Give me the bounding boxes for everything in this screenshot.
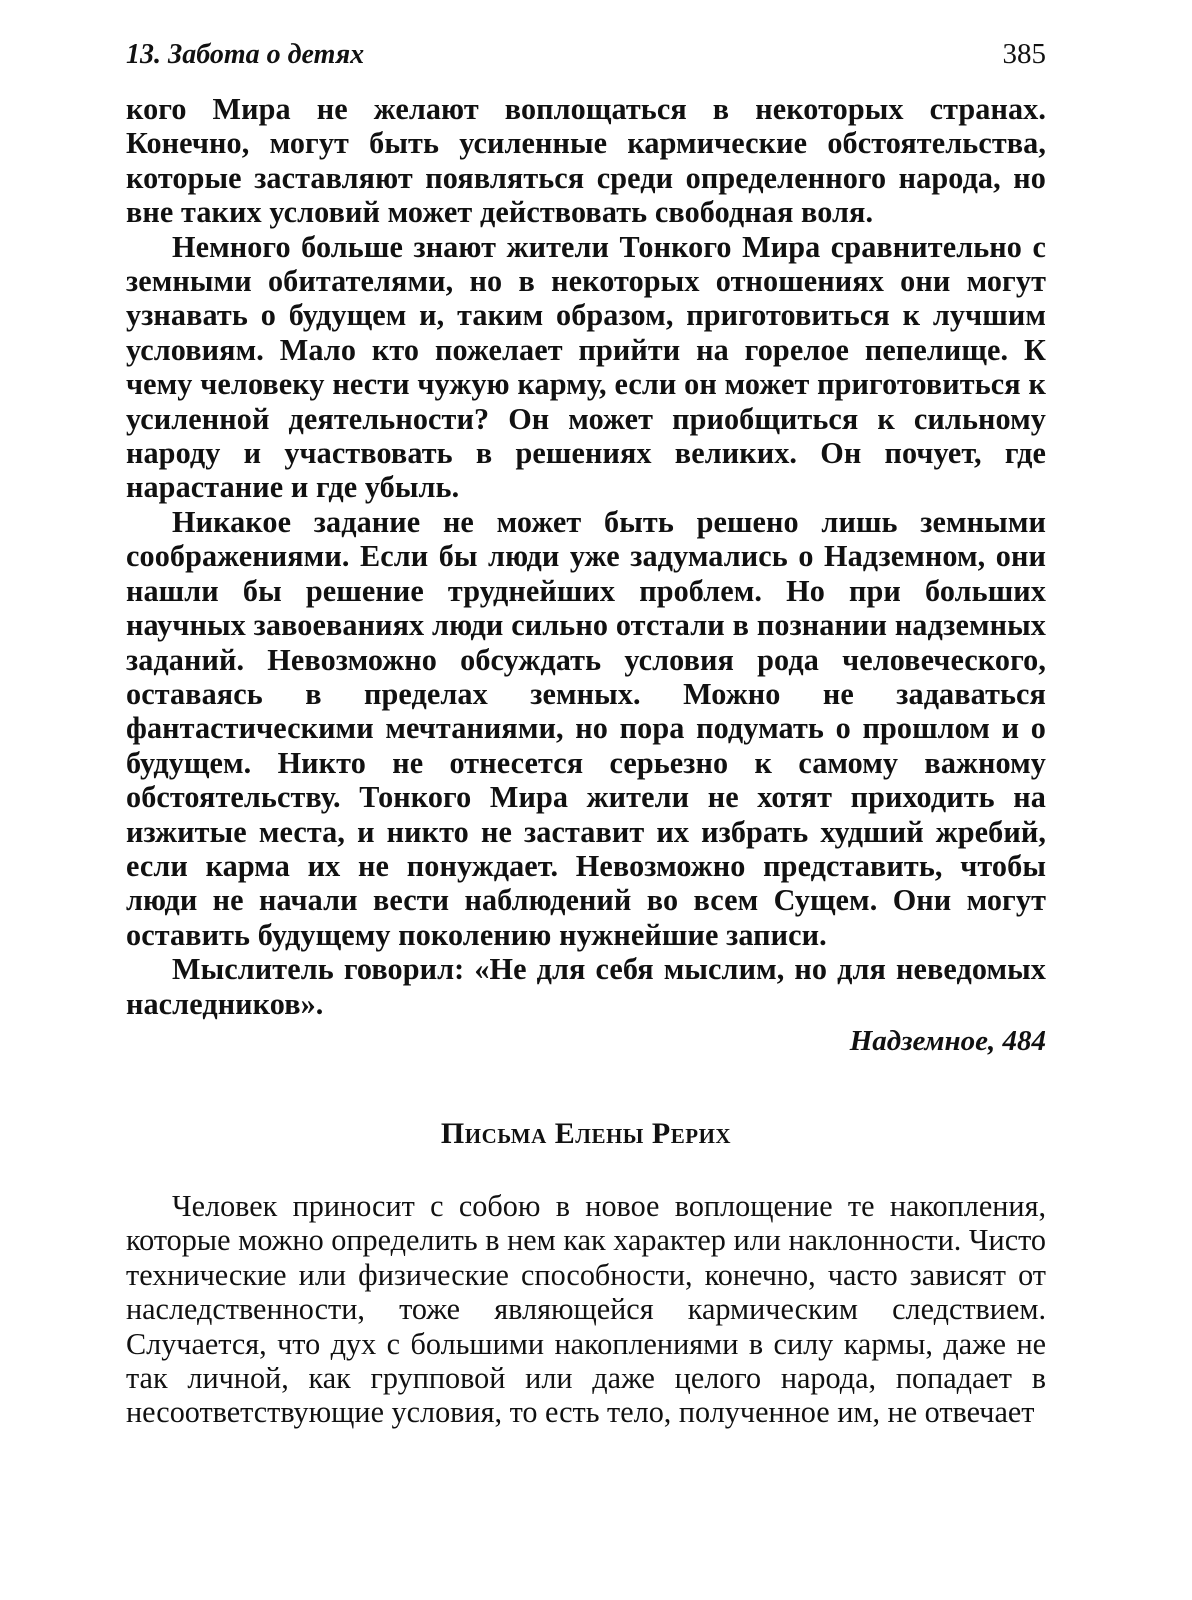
page-number: 385 [1002, 38, 1046, 70]
paragraph: кого Мира не желают воплощаться в некоторых странах. Конечно, могут быть усиленные кармические обстоятельства, которые заставляют появляться среди определенного народа, но вне таких условий может действовать свободная воля. [126, 92, 1046, 230]
section-title: Письма Елены Рерих [440, 1116, 732, 1150]
body-text [126, 92, 1046, 1021]
source-citation: Надземное, 484 [849, 1024, 1046, 1057]
paragraph: Человек приносит с собою в новое воплощение те накопления, которые можно определить в нем как характер или наклонности. Чисто технические или физические способности, конечно, часто зависят от наследственности, тоже являющейся кармическим следствием. Случается, что дух с большими накоплениями в силу кармы, даже не так личной, как групповой или даже целого народа, попадает в несоответствующие условия, то есть тело, полученное им, не отвечает [126, 1188, 1046, 1430]
book-page [126, 38, 1046, 1430]
paragraph: Никакое задание не может быть решено лишь земными соображениями. Если бы люди уже задумались о Надземном, они нашли бы решение труднейших проблем. Но при больших научных завоеваниях люди сильно отстали в познании надземных заданий. Невозможно обсуждать условия рода человеческого, оставаясь в пределах земных. Можно не задаваться фантастическими мечтаниями, но пора подумать о прошлом и о будущем. Никто не отнесется серьезно к самому важному обстоятельству. Тонкого Мира жители не хотят приходить на изжитые места, и никто не заставит их избрать худший жребий, если карма их не понуждает. Невозможно представить, чтобы люди не начали вести наблюдений во всем Сущем. Они могут оставить будущему поколению нужнейшие записи. [126, 504, 1046, 952]
chapter-title: 13. Забота о детях [126, 39, 365, 70]
paragraph: Мыслитель говорил: «Не для себя мыслим, но для неведомых наследников». [126, 952, 1046, 1021]
section-body [126, 1189, 1046, 1430]
running-head [126, 38, 1046, 78]
paragraph: Немного больше знают жители Тонкого Мира сравнительно с земными обитателями, но в некоторых отношениях они могут узнавать о будущем и, таким образом, приготовиться к лучшим условиям. Мало кто пожелает прийти на горелое пепелище. К чему человеку нести чужую карму, если он может приготовиться к усиленной деятельности? Он может приобщиться к сильному народу и участвовать в решениях великих. Он почует, где нарастание и где убыль. [126, 229, 1046, 505]
